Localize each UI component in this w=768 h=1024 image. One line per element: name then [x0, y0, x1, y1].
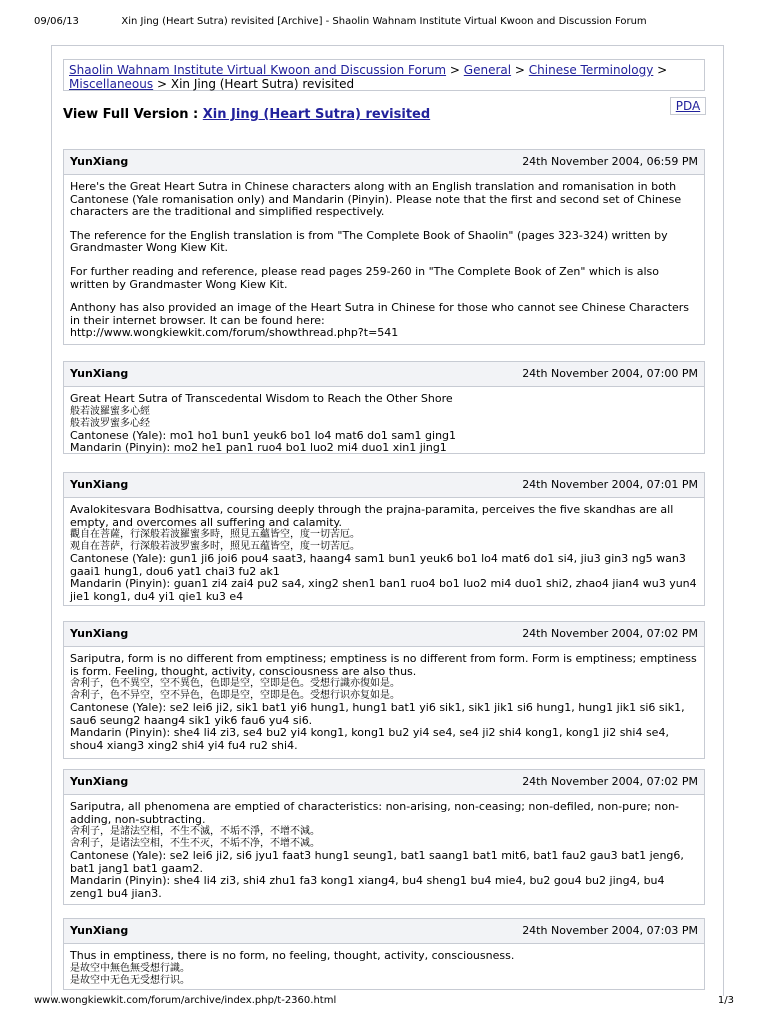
post-body [64, 944, 704, 987]
simplified-chinese: 舍利子，是诸法空相，不生不灭，不垢不净，不增不减。 [70, 838, 320, 850]
view-full-label: View Full Version : [63, 107, 199, 122]
post-header [64, 473, 704, 498]
post-header [64, 770, 704, 795]
pda-link[interactable]: PDA [675, 99, 701, 113]
post-paragraph: Here's the Great Heart Sutra in Chinese characters along with an English translation and romanisation in both Cantonese (Yale romanisation only) and Mandarin (Pinyin). Please note that the first and second set of Chinese characters are the traditional and simplified respectively. [70, 180, 682, 219]
post-author: YunXiang [70, 367, 129, 380]
mandarin-pinyin: Mandarin (Pinyin): she4 li4 zi3, shi4 zhu1 fa3 kong1 xiang4, bu4 sheng1 bu4 mie4, bu2 gou4 bu2 jing4, bu4 zeng1 bu4 jian3. [70, 874, 665, 900]
breadcrumb-current: Xin Jing (Heart Sutra) revisited [170, 77, 355, 91]
cantonese-romanisation: Cantonese (Yale): se2 lei6 ji2, sik1 bat1 yi6 hung1, hung1 bat1 yi6 sik1, sik1 jik1 si6 hung1, hung1 jik1 si6 sik1, sau6 seung2 haang4 sik1 yik6 fau6 yu4 si6. [70, 701, 685, 727]
view-full-version [63, 107, 430, 122]
breadcrumb-separator: > [449, 63, 460, 77]
pda-box [670, 97, 706, 115]
post-body [64, 795, 704, 901]
post [63, 361, 705, 454]
breadcrumb-separator: > [657, 63, 668, 77]
post-body [64, 387, 704, 454]
print-date: 09/06/13 [34, 16, 79, 27]
view-full-link[interactable]: Xin Jing (Heart Sutra) revisited [202, 107, 431, 122]
cantonese-romanisation: Cantonese (Yale): mo1 ho1 bun1 yeuk6 bo1 lo4 mat6 do1 sam1 ging1 [70, 428, 457, 442]
mandarin-pinyin: Mandarin (Pinyin): she4 li4 zi3, se4 bu2 yi4 kong1, kong1 bu2 yi4 se4, se4 ji2 shi4 kong1, kong1 ji2 shi4 se4, shou4 xiang3 xing2 shi4 yi4 fu4 ru2 shi4. [70, 726, 669, 752]
print-footer [34, 995, 734, 1009]
traditional-chinese: 舍利子，色不異空，空不異色，色即是空，空即是色。受想行識亦復如是。 [70, 678, 400, 690]
post-author: YunXiang [70, 775, 129, 788]
simplified-chinese: 是故空中无色无受想行识。 [70, 974, 190, 986]
post-author: YunXiang [70, 478, 129, 491]
post-author: YunXiang [70, 155, 129, 168]
post-author: YunXiang [70, 924, 129, 937]
traditional-chinese: 般若波羅蜜多心經 [70, 405, 150, 417]
post [63, 918, 705, 990]
post-paragraph: The reference for the English translation is from "The Complete Book of Shaolin" (pages 323-324) written by Grandmaster Wong Kiew Kit. [70, 228, 668, 255]
post-date: 24th November 2004, 07:00 PM [522, 367, 698, 380]
print-page-number: 1/3 [717, 995, 734, 1006]
breadcrumb-misc-link[interactable]: Miscellaneous [69, 77, 154, 91]
post [63, 769, 705, 905]
post-paragraph: Anthony has also provided an image of the Heart Sutra in Chinese for those who cannot see Chinese Characters in their internet browser. It can be found here: http://www.wongkiewkit.com/forum/showthread.php?t=541 [70, 301, 690, 340]
cantonese-romanisation: Cantonese (Yale): se2 lei6 ji2, si6 jyu1 faat3 hung1 seung1, bat1 saang1 bat1 mit6, bat1 fau2 gau3 bat1 jeng6, bat1 jang1 bat1 gaam2. [70, 849, 684, 875]
english-translation: Thus in emptiness, there is no form, no feeling, thought, activity, consciousness. [70, 949, 515, 962]
post-header [64, 150, 704, 175]
post-author: YunXiang [70, 627, 129, 640]
post-header [64, 622, 704, 647]
english-translation: Avalokitesvara Bodhisattva, coursing deeply through the prajna-paramita, perceives the five skandhas are all empty, and overcomes all suffering and calamity. [70, 503, 674, 529]
breadcrumb [63, 59, 705, 91]
breadcrumb-general-link[interactable]: General [463, 63, 512, 77]
post-paragraph: For further reading and reference, please read pages 259-260 in "The Complete Book of Zen" which is also written by Grandmaster Wong Kiew Kit. [70, 264, 660, 291]
breadcrumb-separator: > [156, 77, 168, 91]
traditional-chinese: 觀自在菩薩，行深般若波羅蜜多時，照見五蘊皆空，度一切苦厄。 [70, 529, 360, 541]
english-translation: Sariputra, all phenomena are emptied of characteristics: non-arising, non-ceasing; non-defiled, non-pure; non-adding, non-subtracting. [70, 800, 680, 826]
print-header [34, 16, 734, 30]
post [63, 472, 705, 606]
breadcrumb-forum-link[interactable]: Shaolin Wahnam Institute Virtual Kwoon and Discussion Forum [69, 63, 447, 77]
post-header [64, 362, 704, 387]
english-translation: Great Heart Sutra of Transcedental Wisdom to Reach the Other Shore [70, 392, 453, 405]
post-date: 24th November 2004, 07:02 PM [522, 627, 698, 640]
post [63, 621, 705, 759]
post-body [64, 647, 704, 753]
post-body [64, 175, 704, 340]
post-header [64, 919, 704, 944]
post-date: 24th November 2004, 06:59 PM [522, 155, 698, 168]
breadcrumb-terminology-link[interactable]: Chinese Terminology [528, 63, 654, 77]
cantonese-romanisation: Cantonese (Yale): gun1 ji6 joi6 pou4 saat3, haang4 sam1 bun1 yeuk6 bo1 lo4 mat6 do1 si4, jiu3 gin3 ng5 wan3 gaai1 hung1, dou6 yat1 chai3 fu2 ak1 [70, 552, 686, 578]
post-date: 24th November 2004, 07:03 PM [522, 924, 698, 937]
simplified-chinese: 观自在菩萨，行深般若波罗蜜多时，照见五蕴皆空，度一切苦厄。 [70, 541, 360, 553]
traditional-chinese: 是故空中無色無受想行識。 [70, 962, 190, 974]
traditional-chinese: 舍利子，是諸法空相，不生不滅，不垢不淨，不增不減。 [70, 826, 320, 838]
print-url: www.wongkiewkit.com/forum/archive/index.php/t-2360.html [34, 995, 337, 1006]
mandarin-pinyin: Mandarin (Pinyin): guan1 zi4 zai4 pu2 sa4, xing2 shen1 ban1 ruo4 bo1 luo2 mi4 duo1 shi2, zhao4 jian4 wu3 yun4 jie1 kong1, du4 yi1 qie1 ku3 e4 [70, 577, 697, 603]
english-translation: Sariputra, form is no different from emptiness; emptiness is no different from form. Form is emptiness; emptiness is form. Feeling, thought, activity, consciousness are also thus. [70, 652, 697, 678]
print-title: Xin Jing (Heart Sutra) revisited [Archive] - Shaolin Wahnam Institute Virtual Kwoon and Discussion Forum [121, 16, 647, 27]
breadcrumb-separator: > [514, 63, 525, 77]
post-date: 24th November 2004, 07:01 PM [522, 478, 698, 491]
post-date: 24th November 2004, 07:02 PM [522, 775, 698, 788]
simplified-chinese: 般若波罗蜜多心经 [70, 417, 150, 429]
simplified-chinese: 舍利子，色不异空，空不异色，色即是空，空即是色。受想行识亦复如是。 [70, 690, 400, 702]
post [63, 149, 705, 345]
post-body [64, 498, 704, 604]
mandarin-pinyin: Mandarin (Pinyin): mo2 he1 pan1 ruo4 bo1 luo2 mi4 duo1 xin1 jing1 [70, 441, 447, 454]
